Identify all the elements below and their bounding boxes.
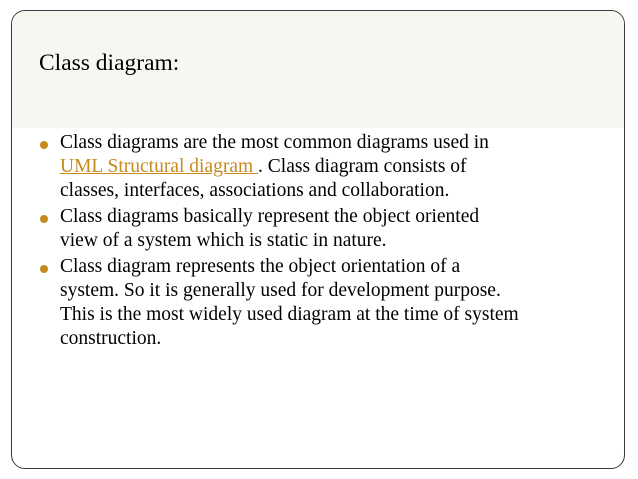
- bullet-line: construction.: [60, 328, 162, 349]
- bullet-dot-icon: [40, 215, 48, 223]
- bullet-item-2: [39, 205, 619, 253]
- bullet-line: view of a system which is static in nature.: [60, 230, 387, 251]
- bullet-line: This is the most widely used diagram at the time of system: [60, 304, 519, 325]
- bullet-line: Class diagrams basically represent the object oriented: [60, 206, 480, 227]
- bullet-line: system. So it is generally used for development purpose.: [60, 280, 501, 301]
- uml-structural-diagram-link[interactable]: UML Structural diagram: [60, 156, 259, 177]
- bullet-line: Class diagram represents the object orientation of a: [60, 256, 461, 277]
- bullet-dot-icon: [40, 265, 48, 273]
- bullet-list: [39, 131, 619, 353]
- bullet-line: Class diagrams are the most common diagrams used in: [60, 132, 489, 153]
- bullet-item-3: [39, 255, 619, 351]
- bullet-line-text: . Class diagram consists of: [258, 156, 467, 177]
- bullet-item-1: [39, 131, 619, 203]
- bullet-line: [60, 155, 619, 179]
- bullet-dot-icon: [40, 141, 48, 149]
- bullet-line: classes, interfaces, associations and collaboration.: [60, 180, 450, 201]
- slide-title: Class diagram:: [39, 50, 180, 76]
